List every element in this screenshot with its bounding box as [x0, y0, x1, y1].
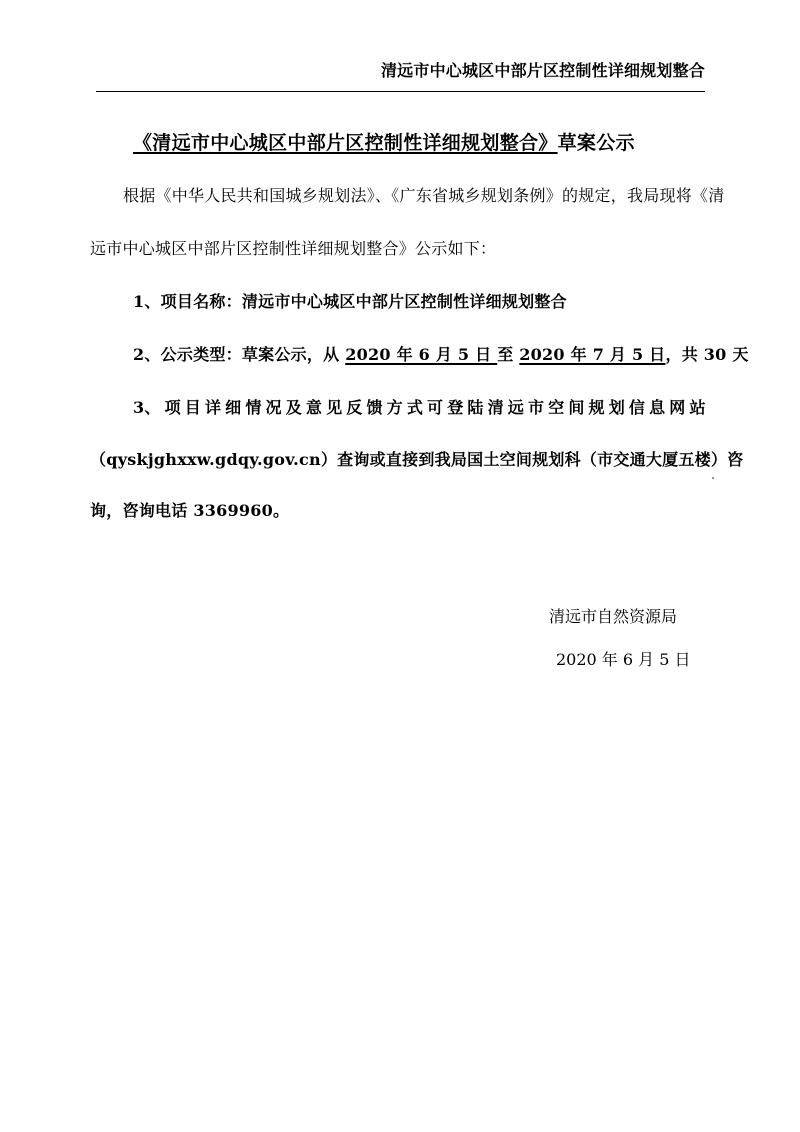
- end-date: 2020 年 7 月 5 日: [519, 345, 666, 364]
- item-3-word: 情: [245, 398, 262, 417]
- item-2-label: 2、公示类型：草案公示，从: [133, 345, 346, 364]
- intro-line-1: 根据《中华人民共和国城乡规划法》、《广东省城乡规划条例》的规定，我局现将《清: [123, 186, 725, 205]
- item-3-word: 目: [184, 398, 202, 417]
- item-2: [133, 342, 749, 365]
- item-3-word: 及: [285, 398, 302, 417]
- item-3-word: 规: [588, 398, 605, 417]
- item-1-label: 1、项目名称：: [133, 292, 242, 311]
- item-3-word: 市: [527, 398, 545, 417]
- signature-date: 2020 年 6 月 5 日: [556, 650, 691, 669]
- item-3-word: 详: [204, 398, 222, 417]
- item-3-word: 反: [346, 398, 363, 417]
- item-1: [133, 289, 567, 312]
- item-3-word: 项: [164, 398, 181, 417]
- document-title-suffix: 草案公示: [557, 132, 635, 154]
- stray-dot: [712, 477, 714, 479]
- item-3-word: 馈: [366, 398, 383, 417]
- item-3-word: 网: [669, 398, 686, 417]
- document-title: [133, 128, 635, 155]
- item-3-word: 意: [305, 398, 323, 417]
- item-3-word: 式: [406, 398, 424, 417]
- item-1-value: 清远市中心城区中部片区控制性详细规划整合: [241, 292, 567, 311]
- intro-line-2: 远市中心城区中部片区控制性详细规划整合》公示如下：: [90, 239, 497, 258]
- item-3-word: 登: [447, 398, 464, 417]
- item-3-line-3: 询，咨询电话 3369960。: [90, 501, 290, 520]
- item-3-word: 远: [507, 398, 525, 417]
- item-3-line-2: （qyskjghxxw.gdqy.gov.cn）查询或直接到我局国土空间规划科（市交通大厦五楼）咨: [90, 450, 744, 469]
- date-separator: 至: [497, 345, 520, 364]
- item-3-word: 陆: [467, 398, 484, 417]
- running-header-title: 清远市中心城区中部片区控制性详细规划整合: [380, 61, 705, 80]
- item-3-word: 空: [548, 398, 565, 417]
- item-3-word: 况: [265, 398, 282, 417]
- item-3-word: 间: [568, 398, 585, 417]
- item-3-word: 息: [649, 398, 666, 417]
- item-3-word: 站: [689, 398, 706, 417]
- item-3-word: 3、: [133, 398, 161, 417]
- item-3-word: 划: [608, 398, 625, 417]
- item-3-word: 细: [225, 398, 242, 417]
- signature-org: 清远市自然资源局: [549, 607, 678, 626]
- item-3-word: 清: [487, 398, 504, 417]
- running-header: [96, 58, 705, 92]
- item-3-word: 方: [386, 398, 403, 417]
- item-3-line-1: [133, 395, 706, 418]
- item-3-word: 可: [427, 398, 444, 417]
- start-date: 2020 年 6 月 5 日: [345, 345, 498, 364]
- item-3-word: 信: [628, 398, 646, 417]
- document-title-name: 《清远市中心城区中部片区控制性详细规划整合》: [133, 132, 558, 154]
- item-3-word: 见: [326, 398, 343, 417]
- duration: ，共 30 天: [665, 345, 749, 364]
